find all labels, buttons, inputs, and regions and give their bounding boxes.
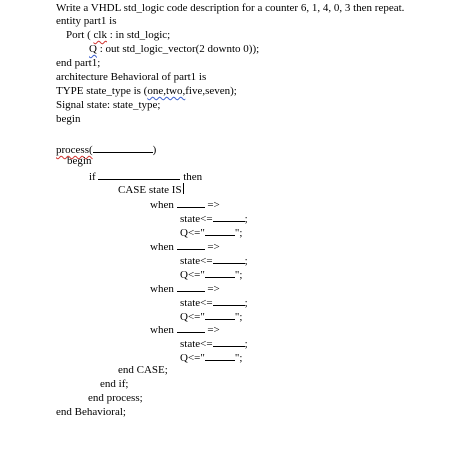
q-assign-4: Q<=" "; xyxy=(180,352,243,364)
state-blank-2 xyxy=(213,253,245,264)
entity-line: entity part1 is xyxy=(56,15,117,27)
when-blank-1 xyxy=(177,197,205,208)
sensitivity-list-blank xyxy=(93,142,153,153)
when-blank-4 xyxy=(177,322,205,333)
state-assign-3: state<= ; xyxy=(180,297,248,309)
end-behavioral-line: end Behavioral; xyxy=(56,406,126,418)
process-begin-line: begin xyxy=(67,155,92,167)
when-blank-3 xyxy=(177,281,205,292)
when-line-1: when => xyxy=(150,199,220,211)
when-line-3: when => xyxy=(150,283,220,295)
type-line: TYPE state_type is (one,two,five,seven); xyxy=(56,85,237,97)
clk-port-name: clk xyxy=(93,29,107,41)
process-keyword: process( xyxy=(56,144,93,156)
begin-line: begin xyxy=(56,113,81,125)
end-if-line: end if; xyxy=(100,378,129,390)
q-port-name: Q xyxy=(89,43,97,55)
q-blank-2 xyxy=(205,267,235,278)
end-process-line: end process; xyxy=(88,392,143,404)
if-condition-blank xyxy=(98,169,180,180)
q-assign-1: Q<=" "; xyxy=(180,227,243,239)
text-cursor xyxy=(183,183,184,194)
end-entity-line: end part1; xyxy=(56,57,101,69)
when-line-2: when => xyxy=(150,241,220,253)
q-assign-3: Q<=" "; xyxy=(180,311,243,323)
port-q-line: Q : out std_logic_vector(2 downto 0)); xyxy=(89,43,260,55)
process-line: process( ) xyxy=(56,144,157,156)
state-blank-3 xyxy=(213,295,245,306)
state-assign-2: state<= ; xyxy=(180,255,248,267)
state-blank-4 xyxy=(213,336,245,347)
if-line: if then xyxy=(89,171,203,183)
signal-line: Signal state: state_type; xyxy=(56,99,161,111)
end-case-line: end CASE; xyxy=(118,364,168,376)
case-line: CASE state IS xyxy=(118,184,182,196)
q-assign-2: Q<=" "; xyxy=(180,269,243,281)
state-blank-1 xyxy=(213,211,245,222)
question-title: Write a VHDL std_logic code description for a counter 6, 1, 4, 0, 3 then repeat. xyxy=(56,2,405,14)
type-enum-underlined: one,two, xyxy=(147,85,186,97)
q-blank-4 xyxy=(205,350,235,361)
architecture-line: architecture Behavioral of part1 is xyxy=(56,71,207,83)
q-blank-3 xyxy=(205,309,235,320)
when-blank-2 xyxy=(177,239,205,250)
state-assign-1: state<= ; xyxy=(180,213,248,225)
q-blank-1 xyxy=(205,225,235,236)
state-assign-4: state<= ; xyxy=(180,338,248,350)
when-line-4: when => xyxy=(150,324,220,336)
port-clk-line: Port ( clk : in std_logic; xyxy=(66,29,171,41)
